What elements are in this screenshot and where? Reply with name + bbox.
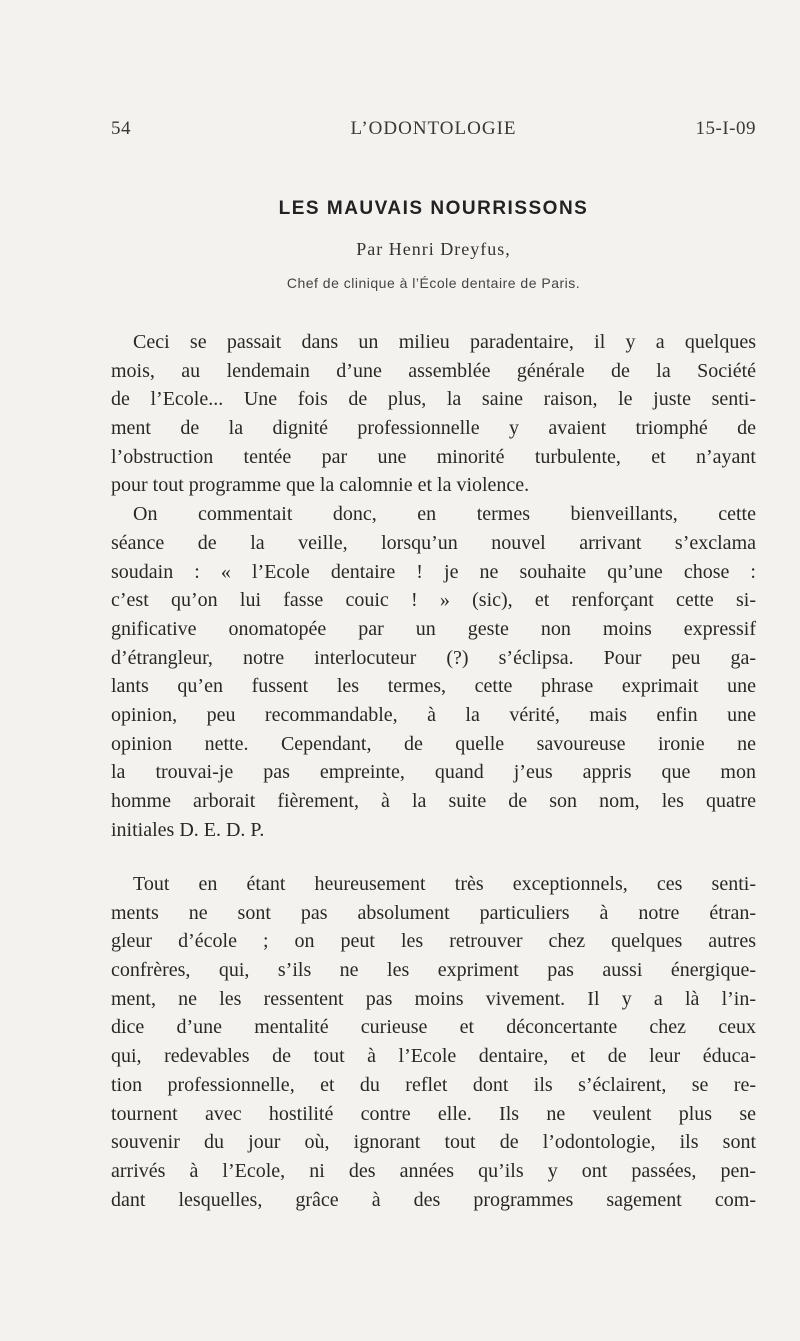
text-line: pour tout programme que la calomnie et la violence. [111, 474, 530, 497]
text-line: c’est qu’on lui fasse couic ! » (sic), et renforçant cette si- [111, 589, 756, 612]
text-line: d’étrangleur, notre interlocuteur (?) s’éclipsa. Pour peu ga- [111, 646, 756, 669]
text-line: tion professionnelle, et du reflet dont ils s’éclairent, se re- [111, 1073, 756, 1096]
text-line: opinion, peu recommandable, à la vérité, mais enfin une [111, 703, 756, 726]
text-line: homme arborait fièrement, à la suite de son nom, les quatre [111, 790, 756, 812]
text-line: de l’Ecole... Une fois de plus, la saine raison, le juste senti- [111, 388, 756, 411]
text-line: la trouvai-je pas empreinte, quand j’eus appris que mon [111, 761, 756, 784]
body-text-block [111, 328, 756, 844]
text-line: Ceci se passait dans un milieu paradentaire, il y a quelques [133, 331, 756, 353]
text-line: initiales D. E. D. P. [111, 818, 265, 841]
text-line: dice d’une mentalité curieuse et déconcertante chez ceux [111, 1016, 756, 1039]
text-line: Tout en étant heureusement très exceptionnels, ces senti- [133, 873, 756, 895]
journal-title: L’ODONTOLOGIE [350, 118, 517, 139]
text-line: l’obstruction tentée par une minorité turbulente, et n’ayant [111, 445, 756, 468]
text-line: On commentait donc, en termes bienveillants, cette [133, 503, 756, 526]
text-line: ments ne sont pas absolument particuliers à notre étran- [111, 901, 756, 924]
body-text-block [111, 870, 756, 1214]
text-line: tournent avec hostilité contre elle. Ils ne veulent plus se [111, 1102, 756, 1125]
author-affiliation: Chef de clinique à l’École dentaire de Paris. [286, 275, 581, 291]
text-line: confrères, qui, s’ils ne les expriment pas aussi énergique- [111, 959, 756, 982]
text-line: dant lesquelles, grâce à des programmes sagement com- [111, 1188, 756, 1211]
article-byline: Par Henri Dreyfus, [356, 239, 511, 259]
text-line: ment, ne les ressentent pas moins vivement. Il y a là l’in- [111, 987, 756, 1010]
article-title: LES MAUVAIS NOURRISSONS [278, 198, 589, 219]
running-header [111, 118, 756, 144]
text-line: arrivés à l’Ecole, ni des années qu’ils y ont passées, pen- [111, 1159, 756, 1182]
text-line: opinion nette. Cependant, de quelle savoureuse ironie ne [111, 732, 756, 755]
text-line: gleur d’école ; on peut les retrouver chez quelques autres [111, 930, 756, 953]
page-number: 54 [111, 118, 131, 139]
text-line: ment de la dignité professionnelle y avaient triomphé de [111, 417, 756, 440]
text-line: gnificative onomatopée par un geste non moins expressif [111, 617, 756, 640]
text-line: lants qu’en fussent les termes, cette phrase exprimait une [111, 675, 756, 698]
text-line: mois, au lendemain d’une assemblée générale de la Société [111, 359, 756, 382]
text-line: qui, redevables de tout à l’Ecole dentaire, et de leur éduca- [111, 1045, 756, 1068]
text-line: séance de la veille, lorsqu’un nouvel arrivant s’exclama [111, 531, 756, 554]
text-line: soudain : « l’Ecole dentaire ! je ne souhaite qu’une chose : [111, 560, 756, 583]
text-line: souvenir du jour où, ignorant tout de l’odontologie, ils sont [111, 1131, 756, 1154]
issue-date: 15-I-09 [695, 118, 756, 139]
